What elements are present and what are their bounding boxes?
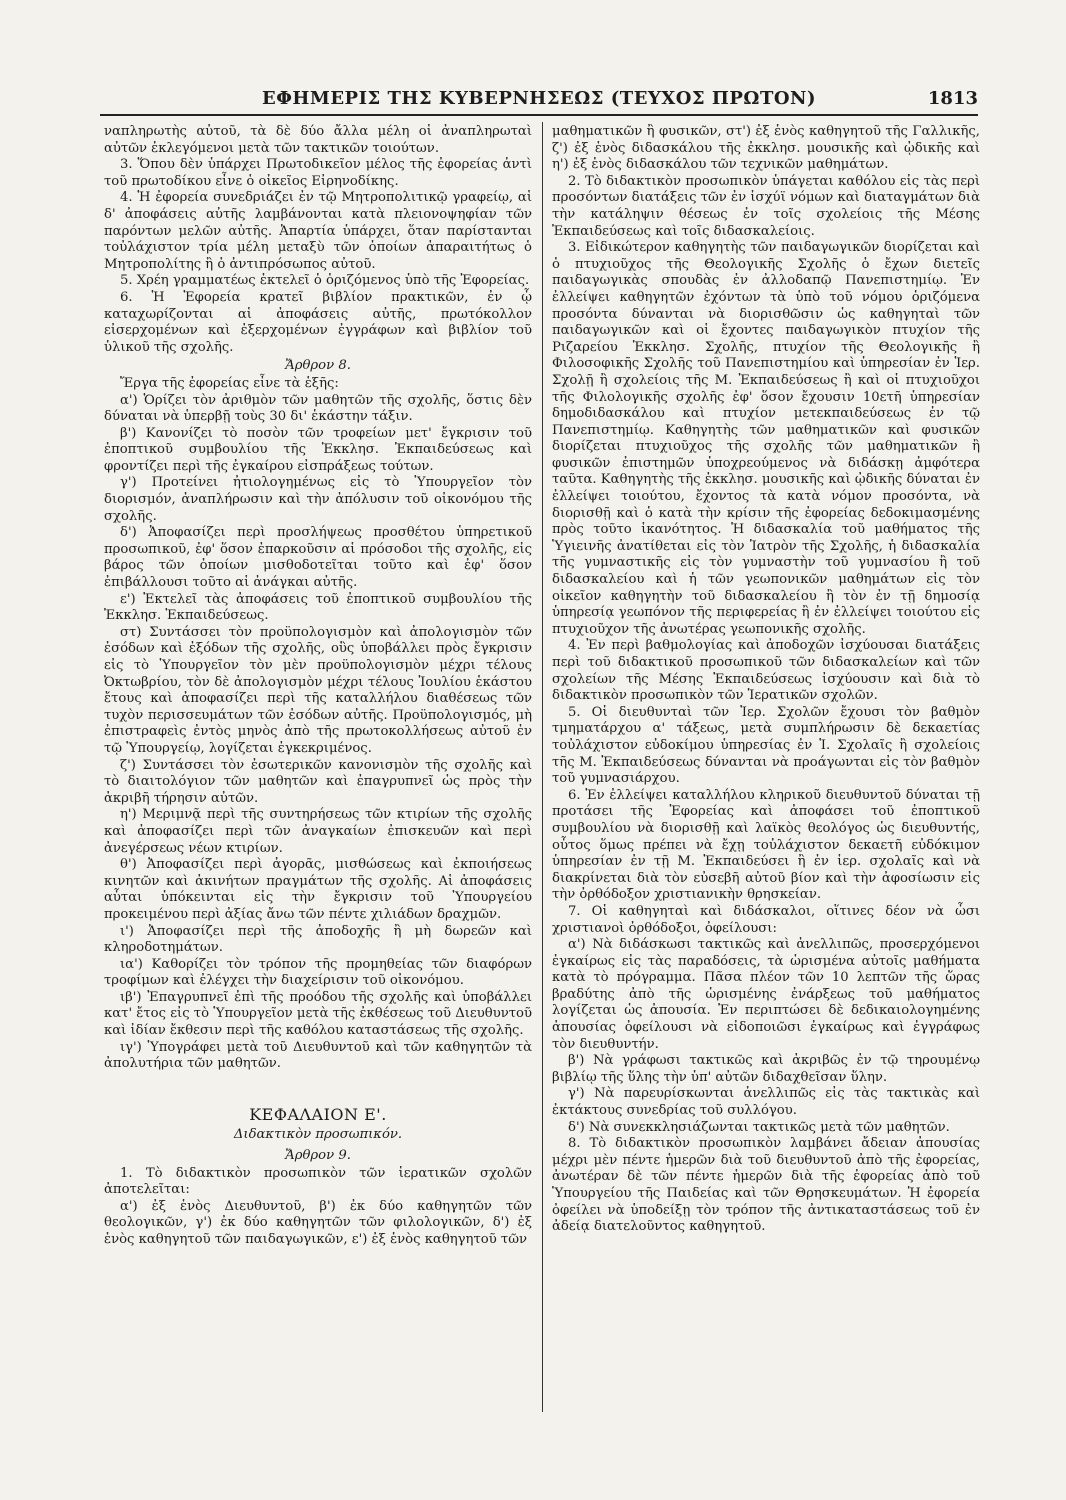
paragraph: 6. Ἐν ἐλλείψει καταλλήλου κληρικοῦ διευθυντοῦ δύναται τῇ προτάσει τῆς Ἐφορείας καὶ ἀποφάσει τοῦ ἐποπτικοῦ συμβουλίου νὰ διορισθῇ καὶ λαϊκὸς θεολόγος ὡς διευθυντής, οὗτος ὅμως πρέπει νὰ ἔχῃ τοὐλάχιστον δεκαετῆ εὐδόκιμον ὑπηρεσίαν ἐν τῇ Μ. Ἐκπαιδεύσει ἢ ἐν ἱερ. σχολαῖς καὶ νὰ διακρίνεται διὰ τὸν εὐσεβῆ αὐτοῦ βίον καὶ τὴν ἀφοσίωσιν εἰς τὴν ὀρθόδοξον χριστιανικὴν θρησκείαν.: [552, 787, 980, 903]
list-item: γ') Νὰ παρευρίσκωνται ἀνελλιπῶς εἰς τὰς τακτικὰς καὶ ἐκτάκτους συνεδρίας τοῦ συλλόγου.: [552, 1086, 980, 1119]
list-item: στ) Συντάσσει τὸν προϋπολογισμὸν καὶ ἀπολογισμὸν τῶν ἐσόδων καὶ ἐξόδων τῆς σχολῆς, οὓς ὑποβάλλει πρὸς ἔγκρισιν εἰς τὸ Ὑπουργεῖον τὸν μὲν προϋπολογισμὸν μέχρι τέλους Ὀκτωβρίου, τὸν δὲ ἀπολογισμὸν μέχρι τέλους Ἰουλίου ἑκάστου ἔτους καὶ ἀποφασίζει περὶ τῆς καταλλήλου διαθέσεως τῶν τυχὸν περισσευμάτων τῶν ἐσόδων αὐτῆς. Προϋπολογισμός, μὴ ἐπιστραφεὶς ἐντὸς μηνὸς ἀπὸ τῆς πρωτοκολλήσεως αὐτοῦ ἐν τῷ Ὑπουργείῳ, λογίζεται ἐγκεκριμένος.: [104, 624, 532, 756]
list-item: ια') Καθορίζει τὸν τρόπον τῆς προμηθείας τῶν διαφόρων τροφίμων καὶ ἐλέγχει τὴν διαχείρισιν τοῦ οἰκονόμου.: [104, 956, 532, 989]
paragraph: 4. Ἡ ἐφορεία συνεδριάζει ἐν τῷ Μητροπολιτικῷ γραφείῳ, αἱ δ' ἀποφάσεις αὐτῆς λαμβάνονται κατὰ πλειονοψηφίαν τῶν παρόντων μελῶν αὐτῆς. Ἀπαρτία ὑπάρχει, ὅταν παρίστανται τοὐλάχιστον τρία μέλη μεταξὺ τῶν ὁποίων ἀπαραιτήτως ὁ Μητροπολίτης ἢ ὁ ἀντιπρόσωπος αὐτοῦ.: [104, 190, 532, 272]
list-item: γ') Προτείνει ἠτιολογημένως εἰς τὸ Ὑπουργεῖον τὸν διορισμόν, ἀναπλήρωσιν καὶ τὴν ἀπόλυσιν τοῦ οἰκονόμου τῆς σχολῆς.: [104, 475, 532, 524]
list-item: α') Ὁρίζει τὸν ἀριθμὸν τῶν μαθητῶν τῆς σχολῆς, ὅστις δὲν δύναται νὰ ὑπερβῇ τοὺς 30 δι' ἑκάστην τάξιν.: [104, 392, 532, 425]
list-item: ζ') Συντάσσει τὸν ἐσωτερικῶν κανονισμὸν τῆς σχολῆς καὶ τὸ διαιτολόγιον τῶν μαθητῶν καὶ ἐπαγρυπνεῖ ὡς πρὸς τὴν ἀκριβῆ τήρησιν αὐτῶν.: [104, 757, 532, 806]
chapter-subheading: Διδακτικὸν προσωπικόν.: [233, 1127, 403, 1143]
paragraph: 3. Ὅπου δὲν ὑπάρχει Πρωτοδικεῖον μέλος τῆς ἐφορείας ἀντὶ τοῦ πρωτοδίκου εἶνε ὁ οἰκεῖος Εἰρηνοδίκης.: [104, 157, 532, 189]
paragraph: 5. Οἱ διευθυνταὶ τῶν Ἱερ. Σχολῶν ἔχουσι τὸν βαθμὸν τμηματάρχου α' τάξεως, μετὰ συμπλήρωσιν δὲ δεκαετίας τοὐλάχιστον εὐδοκίμου ὑπηρεσίας ἐν Ἱ. Σχολαῖς ἢ σχολείοις τῆς Μ. Ἐκπαιδεύσεως δύνανται νὰ προάγωνται εἰς τὸν βαθμὸν τοῦ γυμνασιάρχου.: [552, 704, 980, 787]
paragraph: 2. Τὸ διδακτικὸν προσωπικὸν ὑπάγεται καθόλου εἰς τὰς περὶ προσόντων διατάξεις τῶν ἐν ἰσχύϊ νόμων καὶ διαταγμάτων διὰ τὴν κατάληψιν θέσεως ἐν τοῖς σχολείοις τῆς Μέσης Ἐκπαιδεύσεως καὶ τοῖς διδασκαλείοις.: [552, 173, 980, 239]
paragraph: 5. Χρέη γραμματέως ἐκτελεῖ ὁ ὁριζόμενος ὑπὸ τῆς Ἐφορείας.: [120, 273, 530, 289]
paragraph: ναπληρωτὴς αὐτοῦ, τὰ δὲ δύο ἄλλα μέλη οἱ ἀναπληρωταὶ αὐτῶν ἐκλεγόμενοι μετὰ τῶν τακτικῶν τοιούτων.: [104, 124, 532, 156]
article-9-heading: Ἄρθρον 9.: [285, 1148, 351, 1164]
list-item: η') Μεριμνᾷ περὶ τῆς συντηρήσεως τῶν κτιρίων τῆς σχολῆς καὶ ἀποφασίζει περὶ τῶν ἀναγκαίων ἐπισκευῶν καὶ περὶ ἀνεγέρσεως νέων κτιρίων.: [104, 807, 532, 856]
paragraph: μαθηματικῶν ἢ φυσικῶν, στ') ἐξ ἑνὸς καθηγητοῦ τῆς Γαλλικῆς, ζ') ἐξ ἑνὸς διδασκάλου τῆς ἐκκλησ. μουσικῆς καὶ ᾠδικῆς καὶ η') ἐξ ἑνὸς διδασκάλου τῶν τεχνικῶν μαθημάτων.: [552, 124, 980, 173]
list-item: δ') Νὰ συνεκκλησιάζωνται τακτικῶς μετὰ τῶν μαθητῶν.: [568, 1119, 950, 1135]
paragraph: 8. Τὸ διδακτικὸν προσωπικὸν λαμβάνει ἄδειαν ἀπουσίας μέχρι μὲν πέντε ἡμερῶν διὰ τοῦ διευθυντοῦ ἀπὸ τῆς ἐφορείας, ἀνωτέραν δὲ τῶν πέντε ἡμερῶν διὰ τῆς ἐφορείας ἀπὸ τοῦ Ὑπουργείου τῆς Παιδείας καὶ τῶν Θρησκευμάτων. Ἡ ἐφορεία ὀφείλει νὰ ὑποδείξῃ τὸν τρόπον τῆς ἀντικαταστάσεως τοῦ ἐν ἀδείᾳ διατελοῦντος καθηγητοῦ.: [552, 1136, 980, 1235]
column-divider: [542, 122, 543, 1412]
page-number: 1813: [927, 88, 978, 109]
paragraph: 6. Ἡ Ἐφορεία κρατεῖ βιβλίον πρακτικῶν, ἐν ᾧ καταχωρίζονται αἱ ἀποφάσεις αὐτῆς, πρωτόκολλον εἰσερχομένων καὶ ἐξερχομένων ἐγγράφων καὶ βιβλίον τοῦ ὑλικοῦ τῆς σχολῆς.: [104, 289, 532, 355]
page-header: [100, 86, 978, 116]
right-column: [552, 124, 980, 1444]
paragraph: Ἔργα τῆς ἐφορείας εἶνε τὰ ἑξῆς:: [120, 375, 339, 391]
paragraph: 1. Τὸ διδακτικὸν προσωπικὸν τῶν ἱερατικῶν σχολῶν ἀποτελεῖται:: [104, 1165, 532, 1198]
left-column: [104, 124, 532, 1444]
list-item: β') Κανονίζει τὸ ποσὸν τῶν τροφείων μετ' ἔγκρισιν τοῦ ἐποπτικοῦ συμβουλίου τῆς Ἐκκλησ. Ἐκπαιδεύσεως καὶ φροντίζει περὶ τῆς ἐγκαίρου εἰσπράξεως τούτων.: [104, 425, 532, 474]
list-item: ε') Ἐκτελεῖ τὰς ἀποφάσεις τοῦ ἐποπτικοῦ συμβουλίου τῆς Ἐκκλησ. Ἐκπαιδεύσεως.: [104, 591, 532, 624]
paragraph: 3. Εἰδικώτερον καθηγητὴς τῶν παιδαγωγικῶν διορίζεται καὶ ὁ πτυχιοῦχος τῆς Θεολογικῆς Σχολῆς ὁ ἔχων διετεῖς παιδαγωγικὰς σπουδὰς ἐν ἀλλοδαπῷ Πανεπιστημίῳ. Ἐν ἐλλείψει καθηγητῶν ἐχόντων τὰ ὑπὸ τοῦ νόμου ὁριζόμενα προσόντα δύνανται νὰ διορισθῶσιν ὡς καθηγηταὶ τῶν παιδαγωγικῶν καὶ οἱ ἔχοντες παιδαγωγικὸν πτυχίον τῆς Ριζαρείου Ἐκκλησ. Σχολῆς, πτυχίον τῆς Θεολογικῆς ἢ Φιλοσοφικῆς Σχολῆς τοῦ Πανεπιστημίου καὶ ὑπηρεσίαν ἐν Ἱερ. Σχολῇ ἢ σχολείοις τῆς Μ. Ἐκπαιδεύσεως ἢ καὶ οἱ πτυχιοῦχοι τῆς Φιλολογικῆς σχολῆς ἐφ' ὅσον ἔχουσιν 10ετῆ ὑπηρεσίαν δημοδιδασκάλου καὶ πτυχίον μετεκπαιδεύσεως ἐν τῷ Πανεπιστημίῳ. Καθηγητὴς τῶν μαθηματικῶν καὶ φυσικῶν διορίζεται πτυχιοῦχος τῆς σχολῆς τῶν μαθηματικῶν ἢ φυσικῶν ἐπιστημῶν ὑποχρεούμενος νὰ διδάσκῃ ἀμφότερα ταῦτα. Καθηγητὴς τῆς ἐκκλησ. μουσικῆς καὶ ᾠδικῆς δύναται ἐν ἐλλείψει τοιούτου, ἔχοντος τὰ κατὰ νόμον προσόντα, νὰ διορισθῇ καὶ ὁ κατὰ τὴν κρίσιν τῆς ἐφορείας δεδοκιμασμένης πρὸς τοῦτο ἱκανότητος. Ἡ διδασκαλία τοῦ μαθήματος τῆς Ὑγιεινῆς ἀνατίθεται εἰς τὸν Ἰατρὸν τῆς Σχολῆς, ἡ διδασκαλία τῆς γυμναστικῆς εἰς τὸν γυμναστὴν τοῦ γυμνασίου ἢ τοῦ διδασκαλείου καὶ ἡ τῶν γεωπονικῶν μαθημάτων εἰς τὸν οἰκεῖον καθηγητὴν τοῦ διδασκαλείου ἢ τὸν ἐν τῇ δημοσίᾳ ὑπηρεσίᾳ γεωπόνον τῆς περιφερείας ἢ ἐν ἐλλείψει τοιούτου εἰς πτυχιοῦχον τῆς ἀνωτέρας γεωπονικῆς σχολῆς.: [552, 240, 980, 637]
list-item: ι') Ἀποφασίζει περὶ τῆς ἀποδοχῆς ἢ μὴ δωρεῶν καὶ κληροδοτημάτων.: [104, 923, 532, 956]
list-item: δ') Ἀποφασίζει περὶ προσλήψεως προσθέτου ὑπηρετικοῦ προσωπικοῦ, ἐφ' ὅσον ἐπαρκοῦσιν αἱ πρόσοδοι τῆς σχολῆς, εἰς βάρος τῶν ὁποίων μισθοδοτεῖται τοῦτο καὶ ἐφ' ὅσον ἐπιβάλλουσι τοῦτο αἱ ἀνάγκαι αὐτῆς.: [104, 525, 532, 591]
chapter-heading: ΚΕΦΑΛΑΙΟΝ Ε'.: [249, 1104, 387, 1124]
paragraph: 4. Ἐν περὶ βαθμολογίας καὶ ἀποδοχῶν ἰσχύουσαι διατάξεις περὶ τοῦ διδακτικοῦ προσωπικοῦ τῶν διδασκαλείων καὶ τῶν σχολείων τῆς Μέσης Ἐκπαιδεύσεως ἰσχύουσιν καὶ διὰ τὸ διδακτικὸν προσωπικὸν τῶν Ἱερατικῶν σχολῶν.: [552, 638, 980, 704]
article-8-heading: Ἄρθρον 8.: [285, 358, 351, 374]
list-item: ιγ') Ὑπογράφει μετὰ τοῦ Διευθυντοῦ καὶ τῶν καθηγητῶν τὰ ἀπολυτήρια τῶν μαθητῶν.: [104, 1039, 532, 1072]
gazette-title: ΕΦΗΜΕΡΙΣ ΤΗΣ ΚΥΒΕΡΝΗΣΕΩΣ (ΤΕΥΧΟΣ ΠΡΩΤΟΝ): [262, 88, 816, 109]
list-item: α') ἐξ ἑνὸς Διευθυντοῦ, β') ἐκ δύο καθηγητῶν τῶν θεολογικῶν, γ') ἐκ δύο καθηγητῶν τῶν φιλολογικῶν, δ') ἐξ ἑνὸς καθηγητοῦ τῶν παιδαγωγικῶν, ε') ἐξ ἑνὸς καθηγητοῦ τῶν: [104, 1198, 532, 1247]
list-item: ιβ') Ἐπαγρυπνεῖ ἐπὶ τῆς προόδου τῆς σχολῆς καὶ ὑποβάλλει κατ' ἔτος εἰς τὸ Ὑπουργεῖον μετὰ τῆς ἐκθέσεως τοῦ Διευθυντοῦ καὶ ἰδίαν ἔκθεσιν περὶ τῆς καθόλου καταστάσεως τῆς σχολῆς.: [104, 989, 532, 1039]
paragraph: 7. Οἱ καθηγηταὶ καὶ διδάσκαλοι, οἵτινες δέον νὰ ὦσι χριστιανοὶ ὀρθόδοξοι, ὀφείλουσι:: [552, 903, 980, 936]
list-item: β') Νὰ γράφωσι τακτικῶς καὶ ἀκριβῶς ἐν τῷ τηρουμένῳ βιβλίῳ τῆς ὕλης τὴν ὑπ' αὐτῶν διδαχθεῖσαν ὕλην.: [552, 1053, 980, 1085]
list-item: α') Νὰ διδάσκωσι τακτικῶς καὶ ἀνελλιπῶς, προσερχόμενοι ἐγκαίρως εἰς τὰς παραδόσεις, τὰ ὡρισμένα αὐτοῖς μαθήματα κατὰ τὸ πρόγραμμα. Πᾶσα πλέον τῶν 10 λεπτῶν τῆς ὥρας βραδύτης ἀπὸ τῆς ὡρισμένης ἐνάρξεως τοῦ μαθήματος λογίζεται ὡς ἀπουσία. Ἐν περιπτώσει δὲ δεδικαιολογημένης ἀπουσίας ὀφείλουσι νὰ εἰδοποιῶσι ἐγκαίρως καὶ ἐγγράφως τὸν διευθυντήν.: [552, 937, 980, 1052]
list-item: θ') Ἀποφασίζει περὶ ἀγορᾶς, μισθώσεως καὶ ἐκποιήσεως κινητῶν καὶ ἀκινήτων πραγμάτων τῆς σχολῆς. Αἱ ἀποφάσεις αὗται ὑπόκεινται εἰς τὴν ἔγκρισιν τοῦ Ὑπουργείου προκειμένου περὶ ἀξίας ἄνω τῶν πέντε χιλιάδων δραχμῶν.: [104, 857, 532, 922]
